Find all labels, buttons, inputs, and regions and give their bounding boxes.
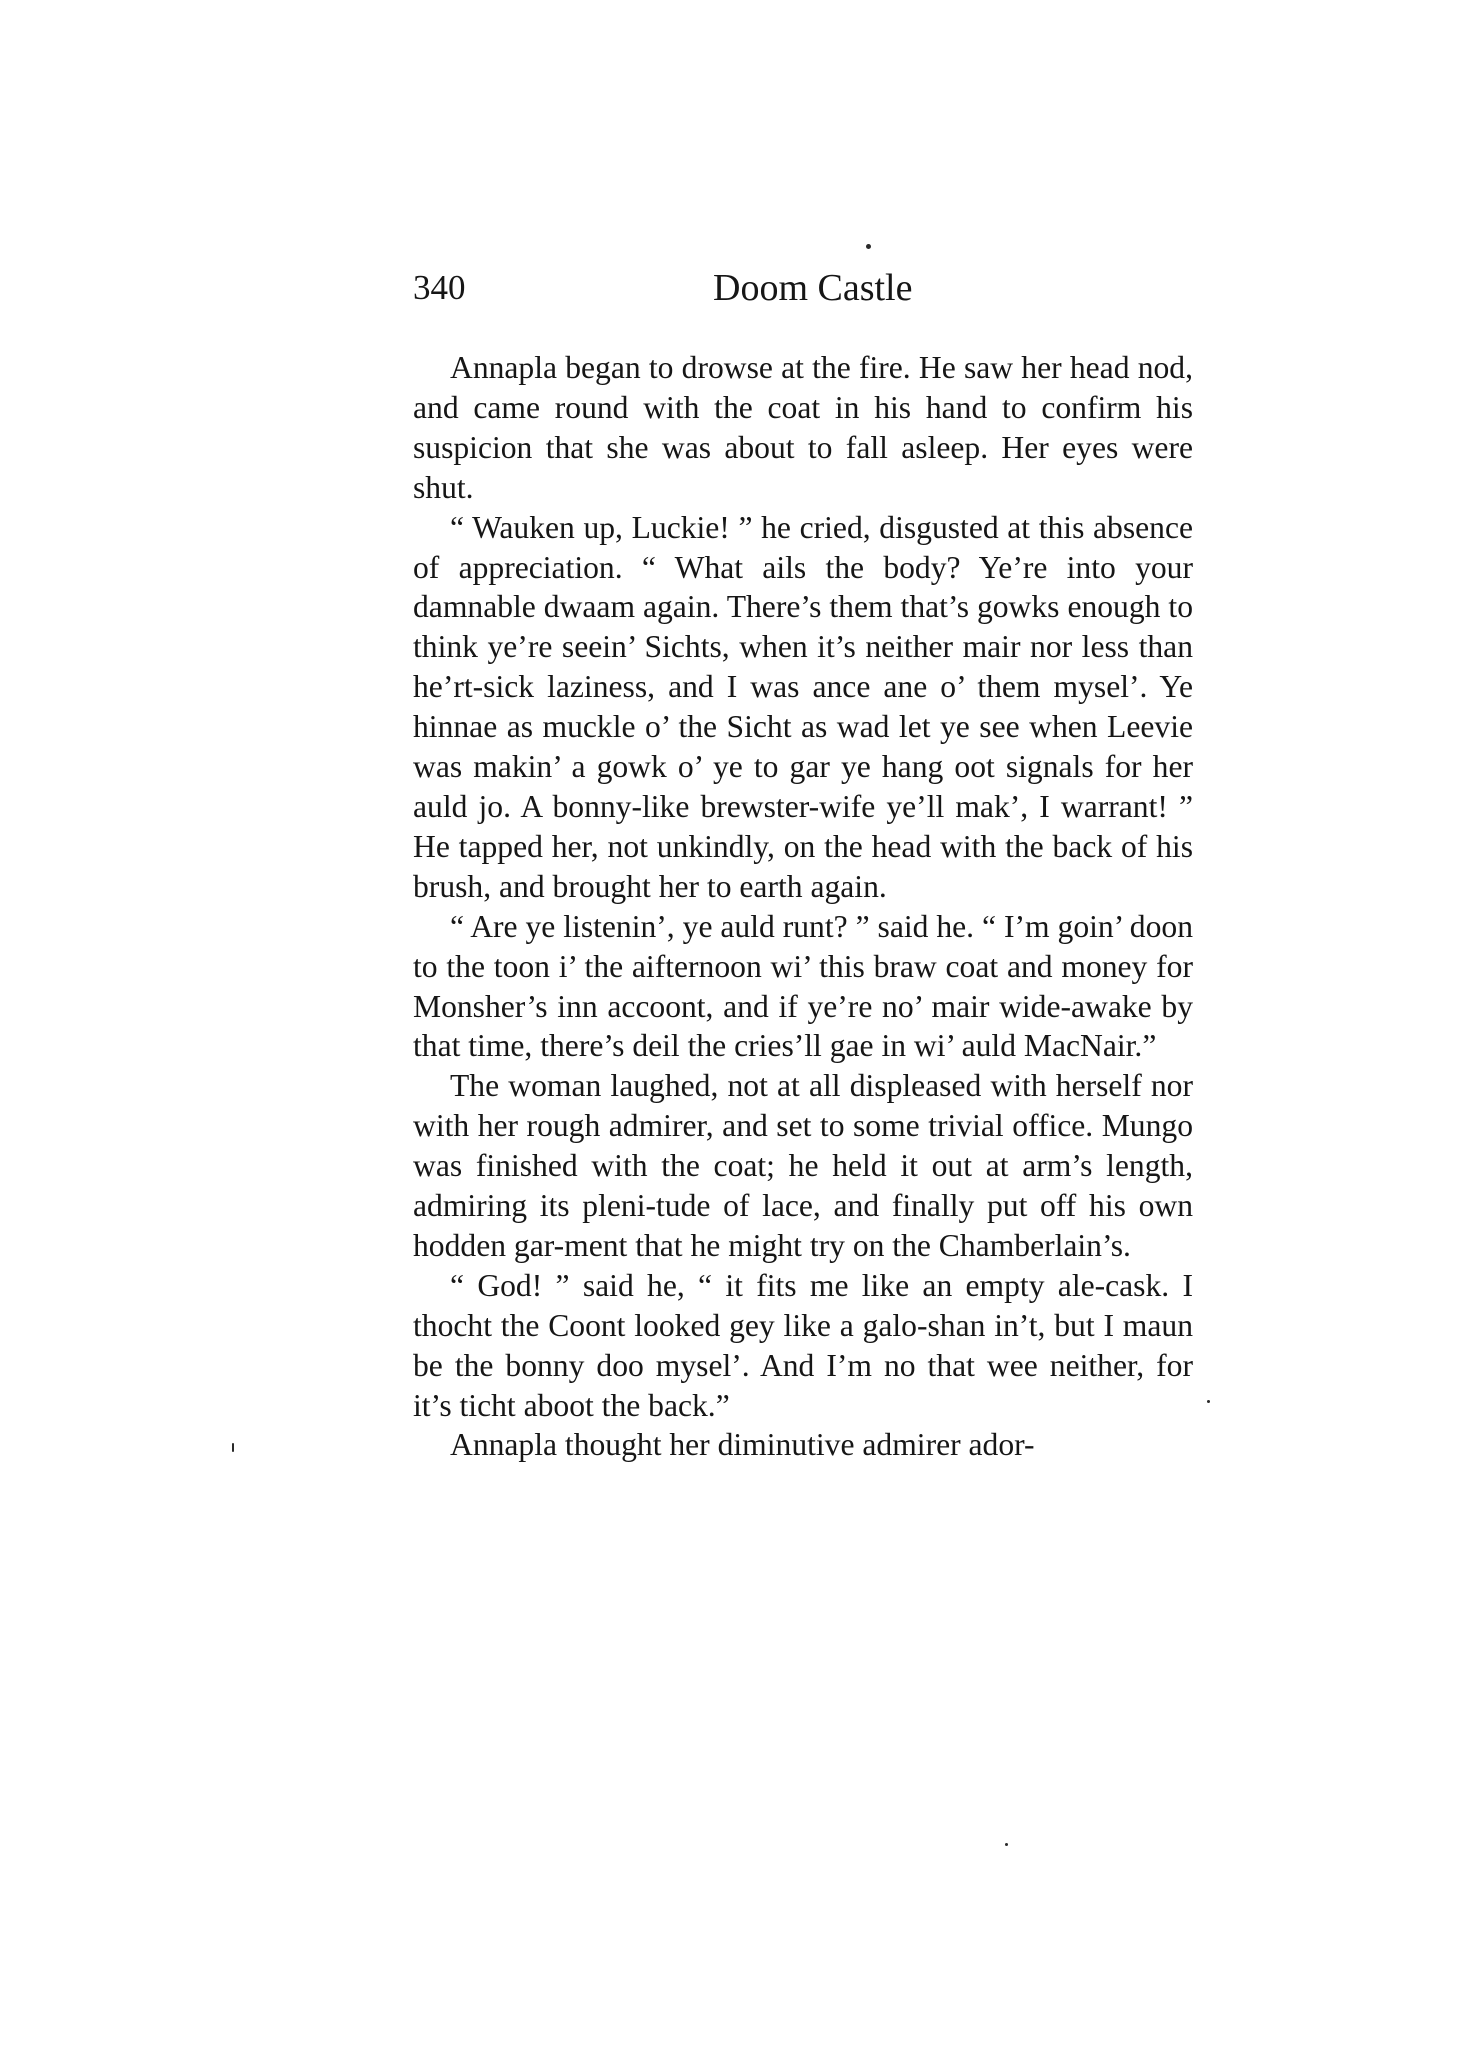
- paragraph: Annapla thought her diminutive admirer ador-: [450, 1427, 1035, 1463]
- paragraph: “ God! ” said he, “ it fits me like an empty ale-cask. I thocht the Coont looked gey like a galo-shan in’t, but I maun be the bonny doo mysel’. And I’m no that wee neither, for it’s ticht aboot the back.”: [413, 1267, 1193, 1423]
- running-header: [413, 258, 1193, 318]
- body-text: [413, 348, 1193, 1465]
- paragraph: The woman laughed, not at all displeased with herself nor with her rough admirer, and set to some trivial office. Mungo was finished with the coat; he held it out at arm’s length, admiring its pleni-tude of lace, and finally put off his own hodden gar-ment that he might try on the Chamberlain’s.: [413, 1068, 1193, 1263]
- scan-speck: [866, 244, 871, 249]
- scan-speck: [1207, 1400, 1210, 1403]
- scan-speck: [1005, 1843, 1008, 1846]
- paragraph: Annapla began to drowse at the fire. He saw her head nod, and came round with the coat in his hand to confirm his suspicion that she was about to fall asleep. Her eyes were shut.: [413, 350, 1193, 505]
- scan-speck: [232, 1443, 234, 1452]
- running-title: Doom Castle: [713, 267, 913, 309]
- page-number: 340: [413, 268, 466, 307]
- paragraph: “ Wauken up, Luckie! ” he cried, disgusted at this absence of appreciation. “ What ails the body? Ye’re into your damnable dwaam again. There’s them that’s gowks enough to think ye’re seein’ Sichts, when it’s neither mair nor less than he’rt-sick laziness, and I was ance ane o’ them mysel’. Ye hinnae as muckle o’ the Sicht as wad let ye see when Leevie was makin’ a gowk o’ ye to gar ye hang oot signals for her auld jo. A bonny-like brewster-wife ye’ll mak’, I warrant! ” He tapped her, not unkindly, on the head with the back of his brush, and brought her to earth again.: [413, 509, 1193, 904]
- paragraph: “ Are ye listenin’, ye auld runt? ” said he. “ I’m goin’ doon to the toon i’ the aifternoon wi’ this braw coat and money for Monsher’s inn accoont, and if ye’re no’ mair wide-awake by that time, there’s deil the cries’ll gae in wi’ auld MacNair.”: [413, 908, 1193, 1064]
